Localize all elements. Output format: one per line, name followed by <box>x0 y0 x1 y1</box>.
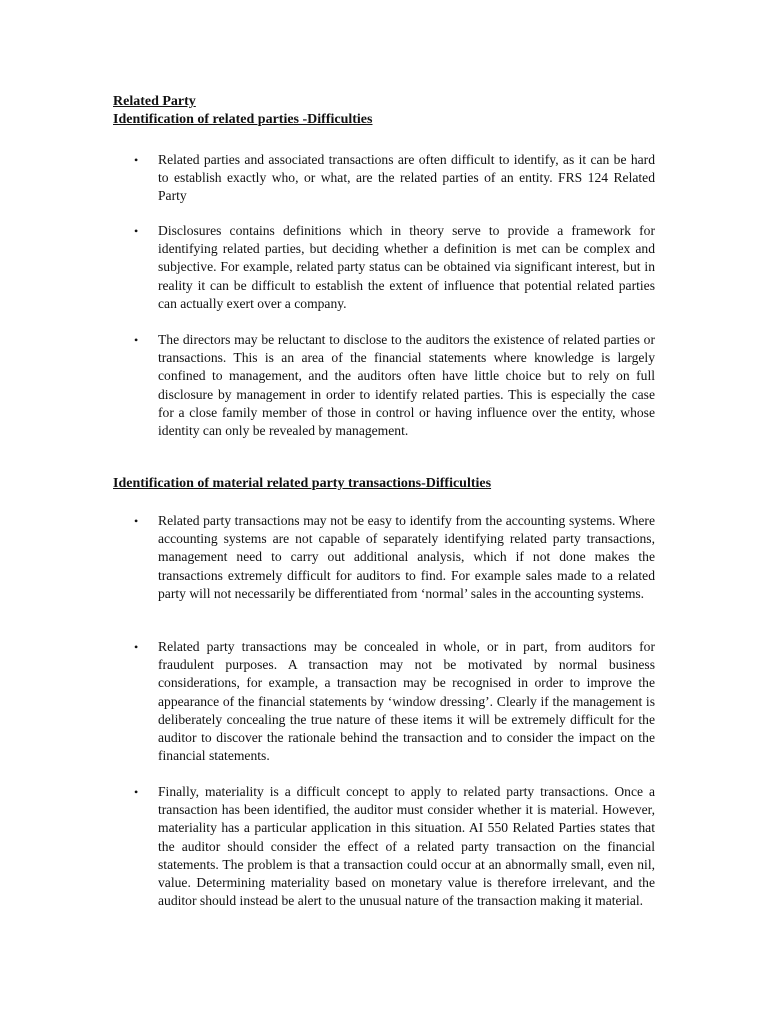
bullet-icon: • <box>134 514 139 528</box>
bullet-icon: • <box>134 224 139 238</box>
bullet-text: Related party transactions may be concealed in whole, or in part, from auditors for fraudulent purposes. A transaction may not be motivated by normal business considerations, for example, a transaction may be recognised in order to improve the appearance of the financial statements by ‘window dressing’. Clearly if the management is deliberately concealing the true nature of these items it will be extremely difficult for the auditor to discover the rationale behind the transaction and to consider the impact on the financial statements. <box>158 639 655 764</box>
bullet-text: Disclosures contains definitions which in theory serve to provide a framework for identifying related parties, but deciding whether a definition is met can be complex and subjective. For example, related party status can be obtained via significant interest, but in reality it can be difficult to establish the extent of influence that potential related parties can actually exert over a company. <box>158 223 655 311</box>
bullet-text: Finally, materiality is a difficult concept to apply to related party transactions. Once a transaction has been identified, the auditor must consider whether it is material. However, materiality has a particular application in this situation. AI 550 Related Parties states that the auditor should consider the effect of a related party transaction on the financial statements. The problem is that a transaction could occur at an abnormally small, even nil, value. Determining materiality based on monetary value is therefore irrelevant, and the auditor should instead be alert to the unusual nature of the transaction making it material. <box>158 784 655 909</box>
bullet-icon: • <box>134 640 139 654</box>
bullet-icon: • <box>134 153 139 167</box>
document-title: Related Party <box>113 94 196 109</box>
section-heading-related-parties: Identification of related parties -Difficulties <box>113 112 373 127</box>
section-heading-material-transactions: Identification of material related party transactions-Difficulties <box>113 476 492 491</box>
bullet-icon: • <box>134 333 139 347</box>
bullet-text: The directors may be reluctant to disclose to the auditors the existence of related parties or transactions. This is an area of the financial statements where knowledge is largely confined to management, and the auditors often have little choice but to rely on full disclosure by management in order to identify related parties. This is especially the case for a close family member of those in control or having influence over the entity, whose identity can only be revealed by management. <box>158 332 655 439</box>
bullet-icon: • <box>134 785 139 799</box>
bullet-text: Related party transactions may not be easy to identify from the accounting systems. Where accounting systems are not capable of separately identifying related party transactions, management need to carry out additional analysis, which if not done makes the transactions extremely difficult for auditors to find. For example sales made to a related party will not necessarily be differentiated from ‘normal’ sales in the accounting systems. <box>158 513 655 601</box>
bullet-text: Related parties and associated transactions are often difficult to identify, as it can be hard to establish exactly who, or what, are the related parties of an entity. FRS 124 Related Party <box>158 152 655 204</box>
